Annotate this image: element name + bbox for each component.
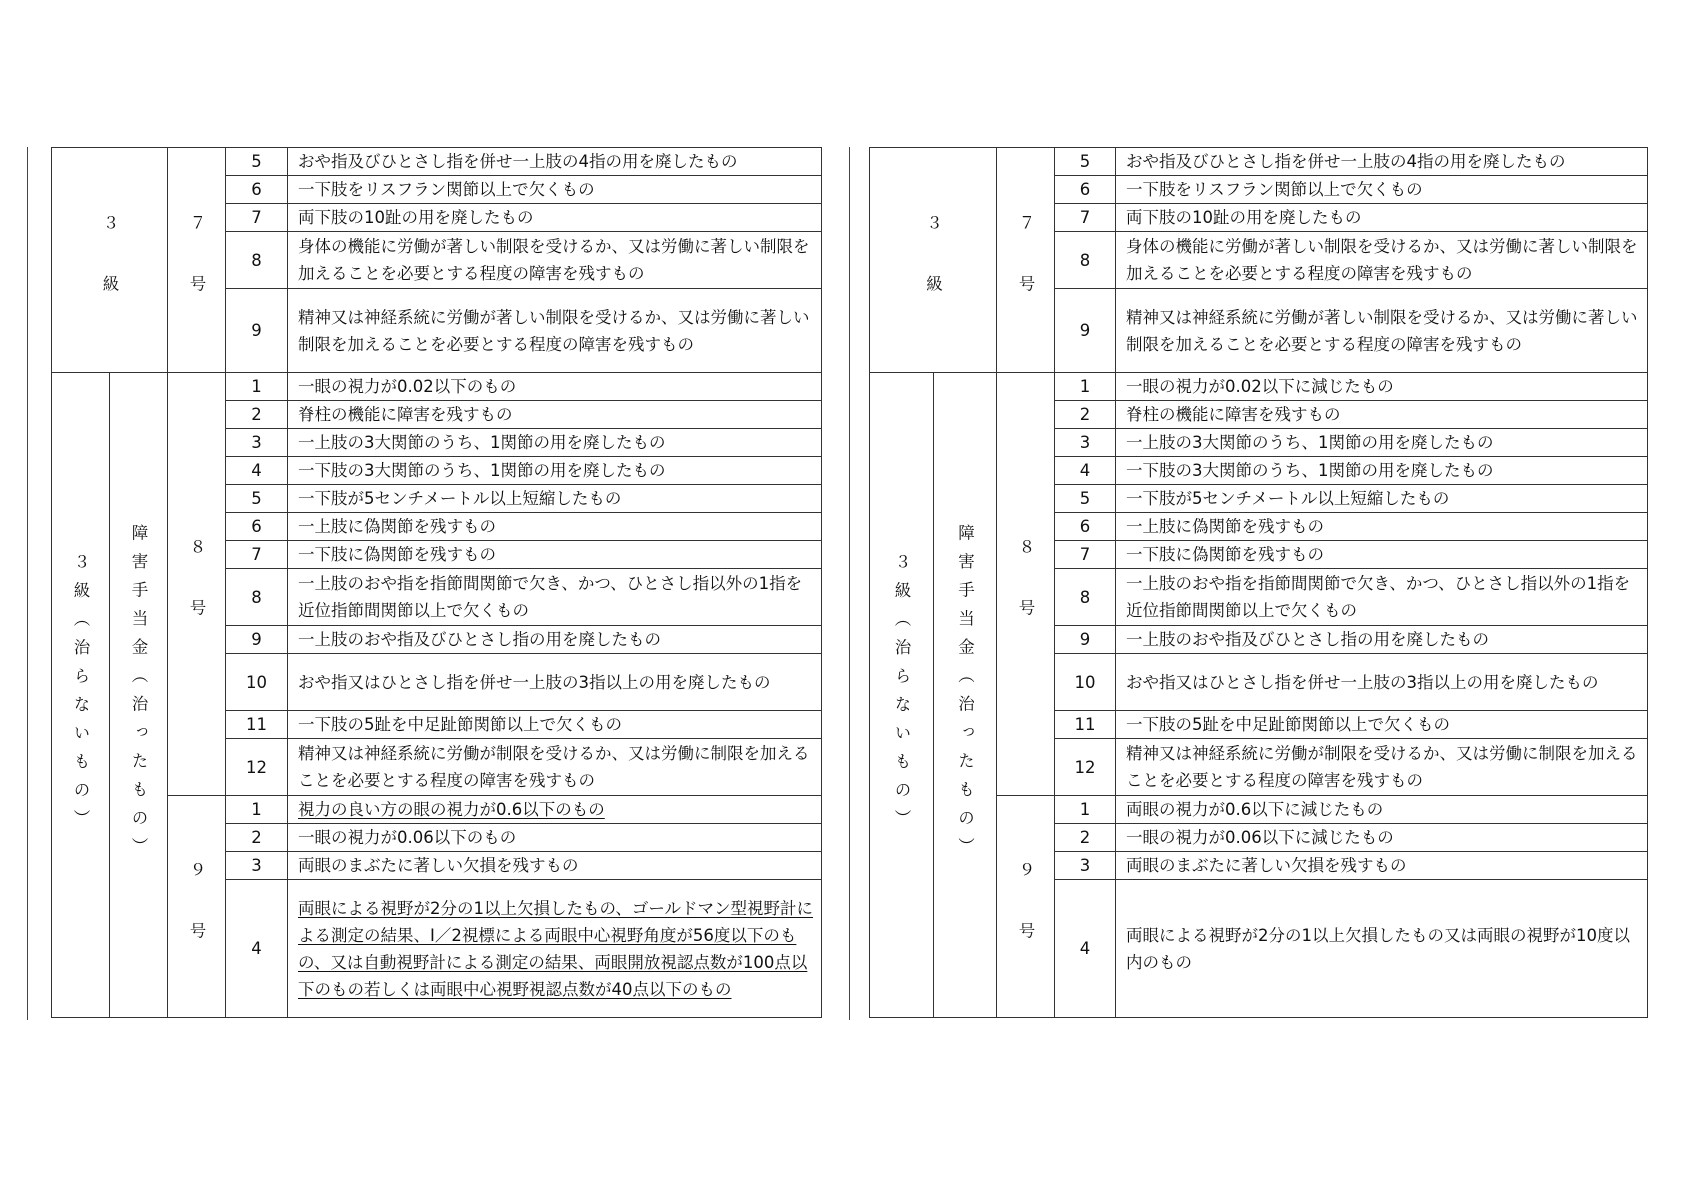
row-description: 両下肢の10趾の用を廃したもの — [288, 204, 822, 232]
row-description: おや指又はひとさし指を併せ一上肢の3指以上の用を廃したもの — [288, 654, 822, 711]
item-cell — [997, 796, 1055, 1018]
row-number: 7 — [1055, 204, 1116, 232]
row-number: 1 — [1055, 796, 1116, 824]
row-number: 6 — [1055, 176, 1116, 204]
item-label: ７ 号 — [1016, 214, 1035, 306]
row-description: 身体の機能に労働が著しい制限を受けるか、又は労働に著しい制限を加えることを必要とする程度の障害を残すもの — [1116, 232, 1648, 289]
grade-label: ３ 級 — [923, 214, 943, 306]
row-description: 両眼の視力が0.6以下に減じたもの — [1116, 796, 1648, 824]
row-description: 精神又は神経系統に労働が著しい制限を受けるか、又は労働に著しい制限を加えることを必要とする程度の障害を残すもの — [288, 289, 822, 373]
row-description: 脊柱の機能に障害を残すもの — [288, 401, 822, 429]
outer-grade-cell — [52, 373, 110, 1018]
row-description: 一下肢が5センチメートル以上短縮したもの — [288, 485, 822, 513]
row-number: 11 — [226, 711, 288, 739]
row-number: 2 — [226, 824, 288, 852]
row-description: 両下肢の10趾の用を廃したもの — [1116, 204, 1648, 232]
row-number: 7 — [1055, 541, 1116, 569]
row-description: 一下肢をリスフラン関節以上で欠くもの — [288, 176, 822, 204]
item-label: ９ 号 — [187, 860, 206, 953]
row-number: 1 — [226, 796, 288, 824]
grade-cell — [52, 148, 168, 373]
row-number: 3 — [1055, 852, 1116, 880]
row-description: 一眼の視力が0.02以下のもの — [288, 373, 822, 401]
row-description: 一上肢の3大関節のうち、1関節の用を廃したもの — [1116, 429, 1648, 457]
inner-grade-cell — [110, 373, 168, 1018]
inner-grade-cell — [934, 373, 997, 1018]
row-number: 3 — [226, 429, 288, 457]
row-number: 6 — [1055, 513, 1116, 541]
row-description: 一上肢に偽関節を残すもの — [1116, 513, 1648, 541]
row-description: 精神又は神経系統に労働が制限を受けるか、又は労働に制限を加えることを必要とする程度の障害を残すもの — [1116, 739, 1648, 796]
row-number: 4 — [226, 880, 288, 1018]
row-description: 両眼による視野が2分の1以上欠損したもの又は両眼の視野が10度以内のもの — [1116, 880, 1648, 1018]
row-number: 7 — [226, 541, 288, 569]
grade-label: ３ 級 — [100, 214, 119, 306]
row-number: 8 — [1055, 232, 1116, 289]
row-description: おや指及びひとさし指を併せ一上肢の4指の用を廃したもの — [288, 148, 822, 176]
row-description: 脊柱の機能に障害を残すもの — [1116, 401, 1648, 429]
outer-grade-label: ３級（治らないもの） — [71, 552, 90, 838]
center-divider-rule — [849, 147, 850, 1020]
row-number: 3 — [1055, 429, 1116, 457]
left-margin-rule — [27, 147, 28, 1020]
row-description: 一下肢の5趾を中足趾節関節以上で欠くもの — [288, 711, 822, 739]
row-number: 9 — [226, 289, 288, 373]
inner-grade-label: 障害手当金（治ったもの） — [955, 524, 975, 866]
row-number: 5 — [226, 485, 288, 513]
row-number: 9 — [1055, 289, 1116, 373]
item-label: ７ 号 — [187, 214, 206, 306]
item-label: ８ 号 — [187, 538, 206, 630]
item-label: ８ 号 — [1016, 538, 1035, 630]
row-number: 4 — [1055, 457, 1116, 485]
row-number: 4 — [226, 457, 288, 485]
row-description: 一下肢が5センチメートル以上短縮したもの — [1116, 485, 1648, 513]
item-cell — [997, 373, 1055, 796]
row-description: 一上肢のおや指及びひとさし指の用を廃したもの — [1116, 626, 1648, 654]
row-number: 12 — [1055, 739, 1116, 796]
row-number: 8 — [1055, 569, 1116, 626]
item-label: ９ 号 — [1016, 860, 1035, 953]
row-description: 一下肢の5趾を中足趾節関節以上で欠くもの — [1116, 711, 1648, 739]
underlined-text: 両眼による視野が2分の1以上欠損したもの、ゴールドマン型視野計による測定の結果、I／2視標による両眼中心視野角度が56度以下のもの、又は自動視野計による測定の結果、両眼開放視認点数が100点以下のもの若しくは両眼中心視野視認点数が40点以下のもの — [298, 898, 814, 999]
row-description: 身体の機能に労働が著しい制限を受けるか、又は労働に著しい制限を加えることを必要とする程度の障害を残すもの — [288, 232, 822, 289]
item-cell — [997, 148, 1055, 373]
row-number: 2 — [226, 401, 288, 429]
row-number: 9 — [1055, 626, 1116, 654]
row-number: 3 — [226, 852, 288, 880]
row-number: 10 — [226, 654, 288, 711]
row-number: 5 — [226, 148, 288, 176]
row-description — [288, 796, 822, 824]
row-number: 8 — [226, 569, 288, 626]
row-number: 5 — [1055, 148, 1116, 176]
row-description: 一下肢の3大関節のうち、1関節の用を廃したもの — [288, 457, 822, 485]
row-number: 4 — [1055, 880, 1116, 1018]
outer-grade-label: ３級（治らないもの） — [892, 552, 911, 838]
row-description: 両眼のまぶたに著しい欠損を残すもの — [288, 852, 822, 880]
row-description: 一上肢のおや指及びひとさし指の用を廃したもの — [288, 626, 822, 654]
disability-grade-table-left — [51, 147, 822, 1018]
row-number: 6 — [226, 513, 288, 541]
row-description: 一下肢をリスフラン関節以上で欠くもの — [1116, 176, 1648, 204]
row-number: 7 — [226, 204, 288, 232]
row-description: 一眼の視力が0.06以下のもの — [288, 824, 822, 852]
row-description: 一下肢に偽関節を残すもの — [288, 541, 822, 569]
row-number: 10 — [1055, 654, 1116, 711]
row-description: 精神又は神経系統に労働が著しい制限を受けるか、又は労働に著しい制限を加えることを必要とする程度の障害を残すもの — [1116, 289, 1648, 373]
row-description — [288, 880, 822, 1018]
row-description: 両眼のまぶたに著しい欠損を残すもの — [1116, 852, 1648, 880]
row-description: おや指又はひとさし指を併せ一上肢の3指以上の用を廃したもの — [1116, 654, 1648, 711]
underlined-text: 視力の良い方の眼の視力が0.6以下のもの — [298, 800, 605, 819]
item-cell — [168, 373, 226, 796]
row-description: 一上肢のおや指を指節間関節で欠き、かつ、ひとさし指以外の1指を近位指節間関節以上で欠くもの — [288, 569, 822, 626]
row-number: 12 — [226, 739, 288, 796]
row-description: 一下肢の3大関節のうち、1関節の用を廃したもの — [1116, 457, 1648, 485]
row-number: 6 — [226, 176, 288, 204]
grade-cell — [870, 148, 997, 373]
row-description: 一上肢に偽関節を残すもの — [288, 513, 822, 541]
disability-grade-table-right — [869, 147, 1648, 1018]
row-description: 一上肢のおや指を指節間関節で欠き、かつ、ひとさし指以外の1指を近位指節間関節以上で欠くもの — [1116, 569, 1648, 626]
row-description: おや指及びひとさし指を併せ一上肢の4指の用を廃したもの — [1116, 148, 1648, 176]
row-number: 5 — [1055, 485, 1116, 513]
row-description: 一眼の視力が0.02以下に減じたもの — [1116, 373, 1648, 401]
row-number: 1 — [226, 373, 288, 401]
row-number: 9 — [226, 626, 288, 654]
row-number: 8 — [226, 232, 288, 289]
row-description: 一眼の視力が0.06以下に減じたもの — [1116, 824, 1648, 852]
row-description: 一下肢に偽関節を残すもの — [1116, 541, 1648, 569]
row-description: 精神又は神経系統に労働が制限を受けるか、又は労働に制限を加えることを必要とする程度の障害を残すもの — [288, 739, 822, 796]
row-number: 2 — [1055, 824, 1116, 852]
row-number: 2 — [1055, 401, 1116, 429]
item-cell — [168, 796, 226, 1018]
row-description: 一上肢の3大関節のうち、1関節の用を廃したもの — [288, 429, 822, 457]
item-cell — [168, 148, 226, 373]
row-number: 11 — [1055, 711, 1116, 739]
outer-grade-cell — [870, 373, 934, 1018]
inner-grade-label: 障害手当金（治ったもの） — [129, 524, 148, 866]
row-number: 1 — [1055, 373, 1116, 401]
